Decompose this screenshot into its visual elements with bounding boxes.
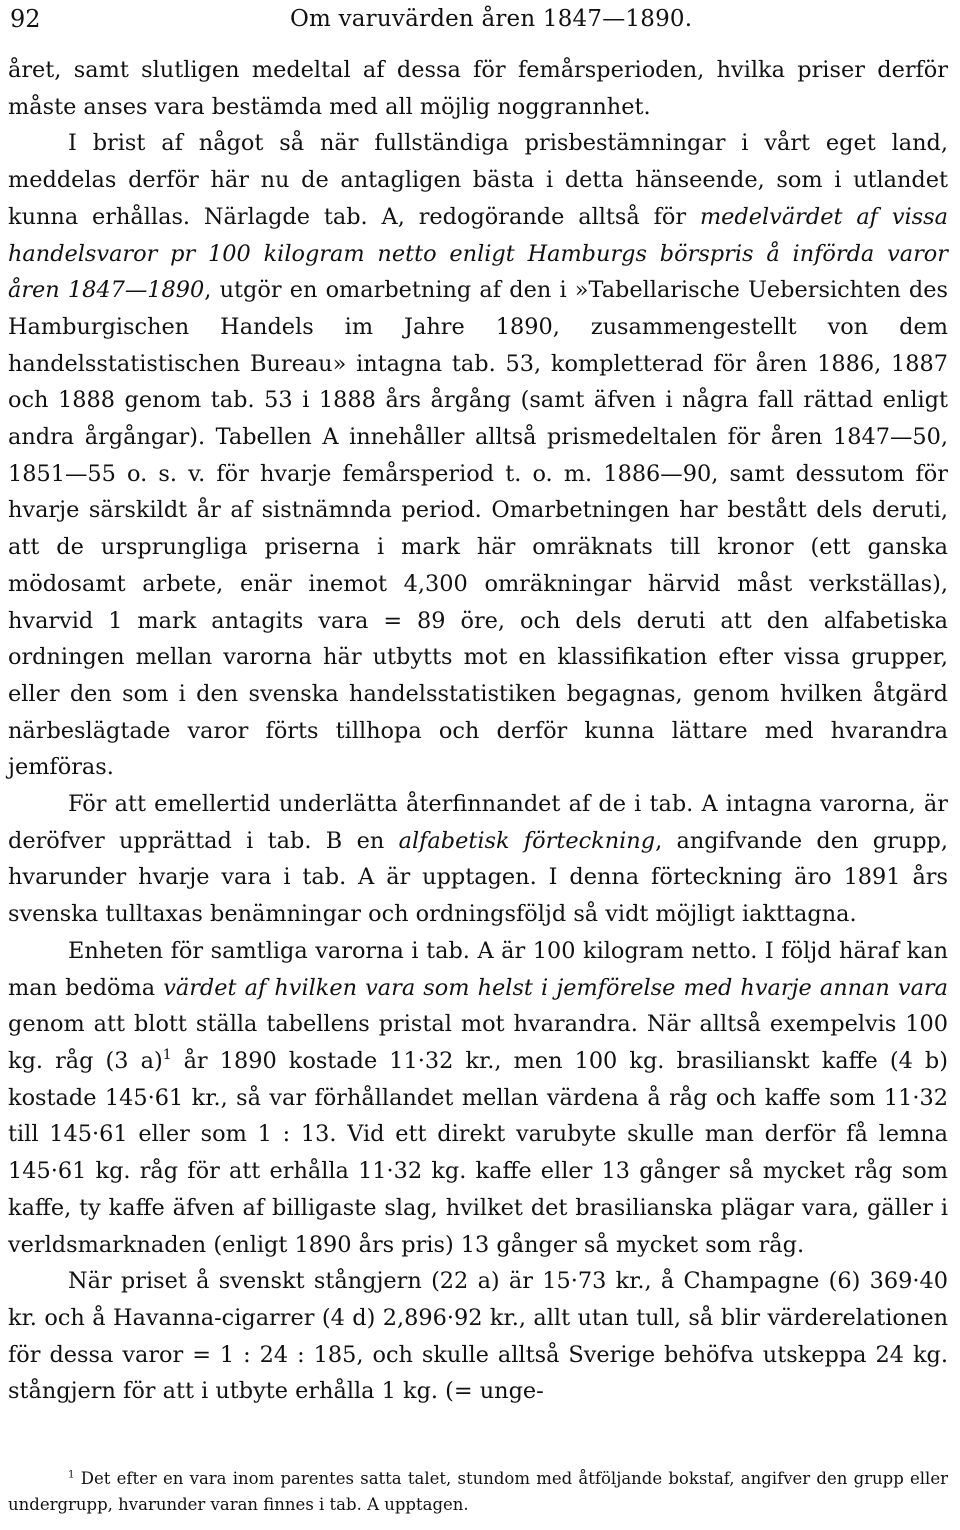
paragraph-2-italic: medelvärdet af vissa handelsvaror pr 100 kilogram netto enligt Hamburgs börspris å införda varor åren 1847—1890 (8, 203, 948, 304)
paragraph-3-text-b: , angifvande den grupp, hvarunder hvarje vara i tab. A är upptagen. I denna förteckning äro 1891 års svenska tulltaxas benämningar och ordningsföljd så vidt möjligt iakttagna. (8, 827, 948, 928)
paragraph-3-italic: alfabetisk förteckning (398, 827, 656, 854)
body-text (8, 52, 948, 1410)
footnote-marker: 1 (68, 1469, 75, 1481)
paragraph-4 (8, 933, 948, 1263)
paragraph-2-text-a: I brist af något så när fullständiga prisbestämningar i vårt eget land, meddelas derför här nu de antagligen bästa i detta hänseende, som i utlandet kunna erhållas. Närlagde tab. A, redogörande alltså för (8, 130, 948, 230)
paragraph-3 (8, 786, 948, 933)
footnote-reference: 1 (162, 1046, 172, 1063)
paragraph-5: När priset å svenskt stångjern (22 a) är 15·73 kr., å Champagne (6) 369·40 kr. och å Havanna-cigarrer (4 d) 2,896·92 kr., allt utan tull, så blir värderelationen för dessa varor = 1 : 24 : 185, och skulle alltså Sverige behöfva utskeppa 24 kg. stångjern för att i utbyte erhålla 1 kg. (= unge- (8, 1268, 948, 1405)
paragraph-4-text-a: Enheten för samtliga varorna i tab. A är 100 kilogram netto. I följd häraf kan man bedöma (8, 937, 948, 1001)
paragraph-2 (8, 125, 948, 786)
running-head: Om varuvärden åren 1847—1890. (290, 6, 693, 32)
page-number: 92 (10, 5, 41, 33)
paragraph-1: året, samt slutligen medeltal af dessa för femårsperioden, hvilka priser derför måste anses vara bestämda med all möjlig noggrannhet. (8, 57, 948, 120)
footnote (8, 1466, 948, 1518)
paragraph-4-text-b: genom att blott ställa tabellens pristal mot hvarandra. När alltså exempelvis 100 kg. råg (3 a) (8, 1011, 948, 1074)
footnote-paragraph (8, 1466, 948, 1518)
page-header (0, 2, 960, 36)
paragraph-4-italic: värdet af hvilken vara som helst i jemförelse med hvarje annan vara (163, 974, 948, 1001)
paragraph-4-text-c: år 1890 kostade 11·32 kr., men 100 kg. brasilianskt kaffe (4 b) kostade 145·61 kr., så var förhållandet mellan värdena å råg och kaffe som 11·32 till 145·61 eller som 1 : 13. Vid ett direkt varubyte skulle man derför få lemna 145·61 kg. råg för att erhålla 11·32 kg. kaffe eller 13 gånger så mycket råg som kaffe, ty kaffe äfven af billigaste slag, hvilket det brasilianska plägar vara, gäller i verldsmarknaden (enligt 1890 års pris) 13 gånger så mycket som råg. (8, 1047, 948, 1258)
paragraph-3-text-a: För att emellertid underlätta återfinnandet af de i tab. A intagna varorna, är deröfver upprättad i tab. B en (8, 791, 948, 854)
footnote-text: Det efter en vara inom parentes satta talet, stundom med åtföljande bokstaf, angifver den grupp eller undergrupp, hvarunder varan finnes i tab. A upptagen. (8, 1469, 948, 1514)
paragraph-2-text-b: , utgör en omarbetning af den i »Tabellarische Uebersichten des Hamburgischen Handels im Jahre 1890, zusammengestellt von dem handelsstatistischen Bureau» intagna tab. 53, kompletterad för åren 1886, 1887 och 1888 genom tab. 53 i 1888 års årgång (samt äfven i några fall rättad enligt andra årgångar). Tabellen A innehåller alltså prismedeltalen för åren 1847—50, 1851—55 o. s. v. för hvarje femårsperiod t. o. m. 1886—90, samt dessutom för hvarje särskildt år af sistnämnda period. Omarbetningen har bestått dels deruti, att de ursprungliga priserna i mark här omräknats till kronor (ett ganska mödosamt arbete, enär inemot 4,300 omräkningar härvid måst verkställas), hvarvid 1 mark antagits vara = 89 öre, och dels deruti att den alfabetiska ordningen mellan varorna här utbytts mot en klassifikation efter vissa grupper, eller den som i den svenska handelsstatistiken begagnas, genom hvilken åtgärd närbeslägtade varor förts tillhopa och derför kunna lättare med hvarandra jemföras. (8, 277, 949, 781)
